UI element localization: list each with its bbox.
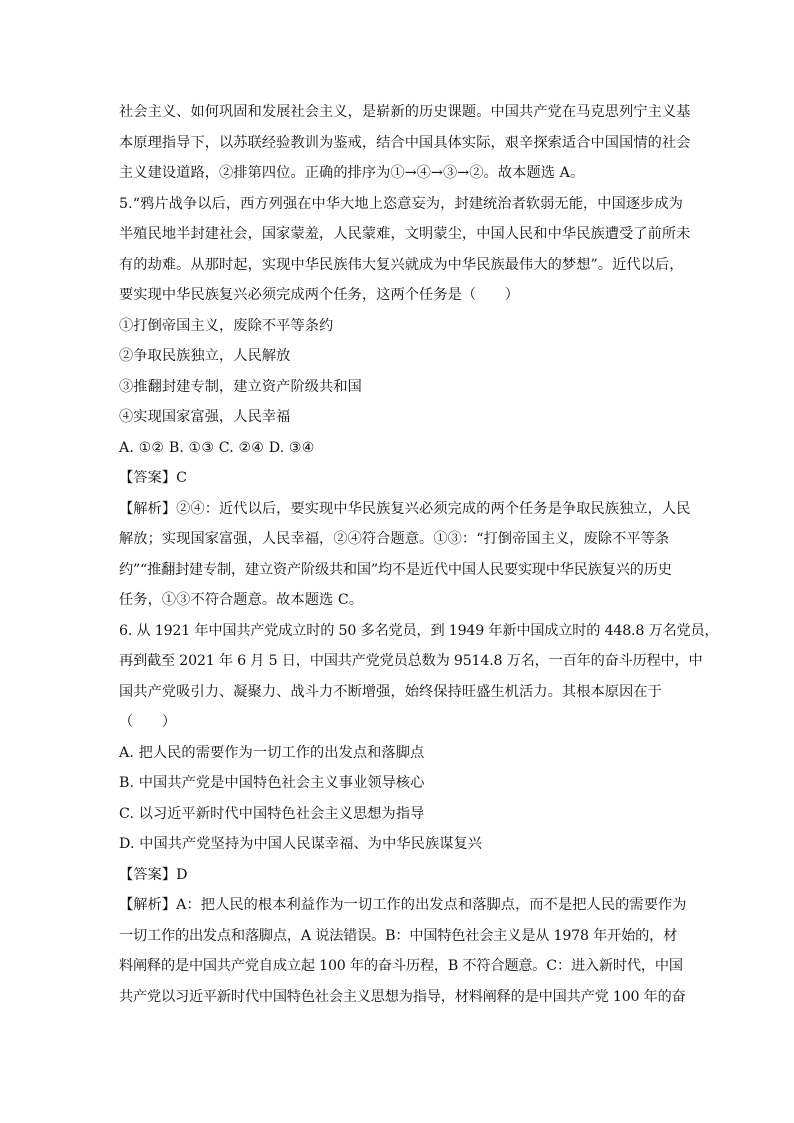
text-line: 要实现中华民族复兴必须完成两个任务，这两个任务是（ ） — [119, 287, 520, 303]
option-d: D. 中国共产党坚持为中国人民谋幸福、为中华民族谋复兴 — [119, 836, 483, 852]
answer-label: 【答案】D — [119, 866, 188, 883]
analysis-line: 任务，①③不符合题意。故本题选 C。 — [119, 592, 364, 608]
text-line: 本原理指导下，以苏联经验教训为鉴戒，结合中国具体实际，艰辛探索适合中国国情的社会 — [119, 134, 691, 151]
option-c: C. 以习近平新时代中国特色社会主义思想为指导 — [119, 805, 425, 822]
question-5-stem: 5.“鸦片战争以后，西方列强在中华大地上恣意妄为，封建统治者软弱无能，中国逐步成为 — [119, 195, 684, 212]
answer-options: A. ①② B. ①③ C. ②④ D. ③④ — [119, 439, 315, 456]
text-line: 半殖民地半封建社会，国家蒙羞，人民蒙难，文明蒙尘，中国人民和中华民族遭受了前所未 — [119, 226, 691, 242]
option-a: A. 把人民的需要作为一切工作的出发点和落脚点 — [119, 744, 425, 761]
question-6-stem: 6. 从 1921 年中国共产党成立时的 50 多名党员，到 1949 年新中国成立时的 448.8 万名党员， — [119, 622, 719, 639]
document-page — [119, 97, 719, 1012]
text-line: 再到截至 2021 年 6 月 5 日，中国共产党党员总数为 9514.8 万名，一百年的奋斗历程中，中 — [119, 653, 703, 669]
analysis-line: 【解析】②④：近代以后，要实现中华民族复兴必须完成的两个任务是争取民族独立，人民 — [119, 500, 691, 517]
text-line: 有的劫难。从那时起，实现中华民族伟大复兴就成为中华民族最伟大的梦想”。近代以后， — [119, 256, 684, 273]
text-line: 国共产党吸引力、凝聚力、战斗力不断增强，始终保持旺盛生机活力。其根本原因在于 — [119, 683, 662, 700]
option-b: B. 中国共产党是中国特色社会主义事业领导核心 — [119, 775, 425, 791]
analysis-line: 【解析】A：把人民的根本利益作为一切工作的出发点和落脚点，而不是把人民的需要作为 — [119, 897, 687, 913]
analysis-line: 约”“推翻封建专制，建立资产阶级共和国”均不是近代中国人民要实现中华民族复兴的历史 — [119, 561, 672, 578]
text-line: 主义建设道路，②排第四位。正确的排序为①→④→③→②。故本题选 A。 — [119, 165, 585, 181]
text-line: （ ） — [119, 714, 177, 730]
statement-4: ④实现国家富强，人民幸福 — [119, 409, 291, 425]
statement-1: ①打倒帝国主义，废除不平等条约 — [119, 317, 334, 334]
answer-label: 【答案】C — [119, 470, 188, 486]
statement-3: ③推翻封建专制，建立资产阶级共和国 — [119, 378, 362, 395]
text-line: 社会主义、如何巩固和发展社会主义，是崭新的历史课题。中国共产党在马克思列宁主义基 — [119, 104, 691, 120]
analysis-line: 料阐释的是中国共产党自成立起 100 年的奋斗历程，B 不符合题意。C：进入新时代，中国 — [119, 958, 683, 974]
analysis-line: 解放；实现国家富强，人民幸福，②④符合题意。①③：“打倒帝国主义，废除不平等条 — [119, 531, 670, 547]
analysis-line: 共产党以习近平新时代中国特色社会主义思想为指导，材料阐释的是中国共产党 100 年的奋 — [119, 988, 686, 1005]
statement-2: ②争取民族独立，人民解放 — [119, 348, 291, 364]
analysis-line: 一切工作的出发点和落脚点，A 说法错误。B：中国特色社会主义是从 1978 年开始的，材 — [119, 927, 678, 944]
